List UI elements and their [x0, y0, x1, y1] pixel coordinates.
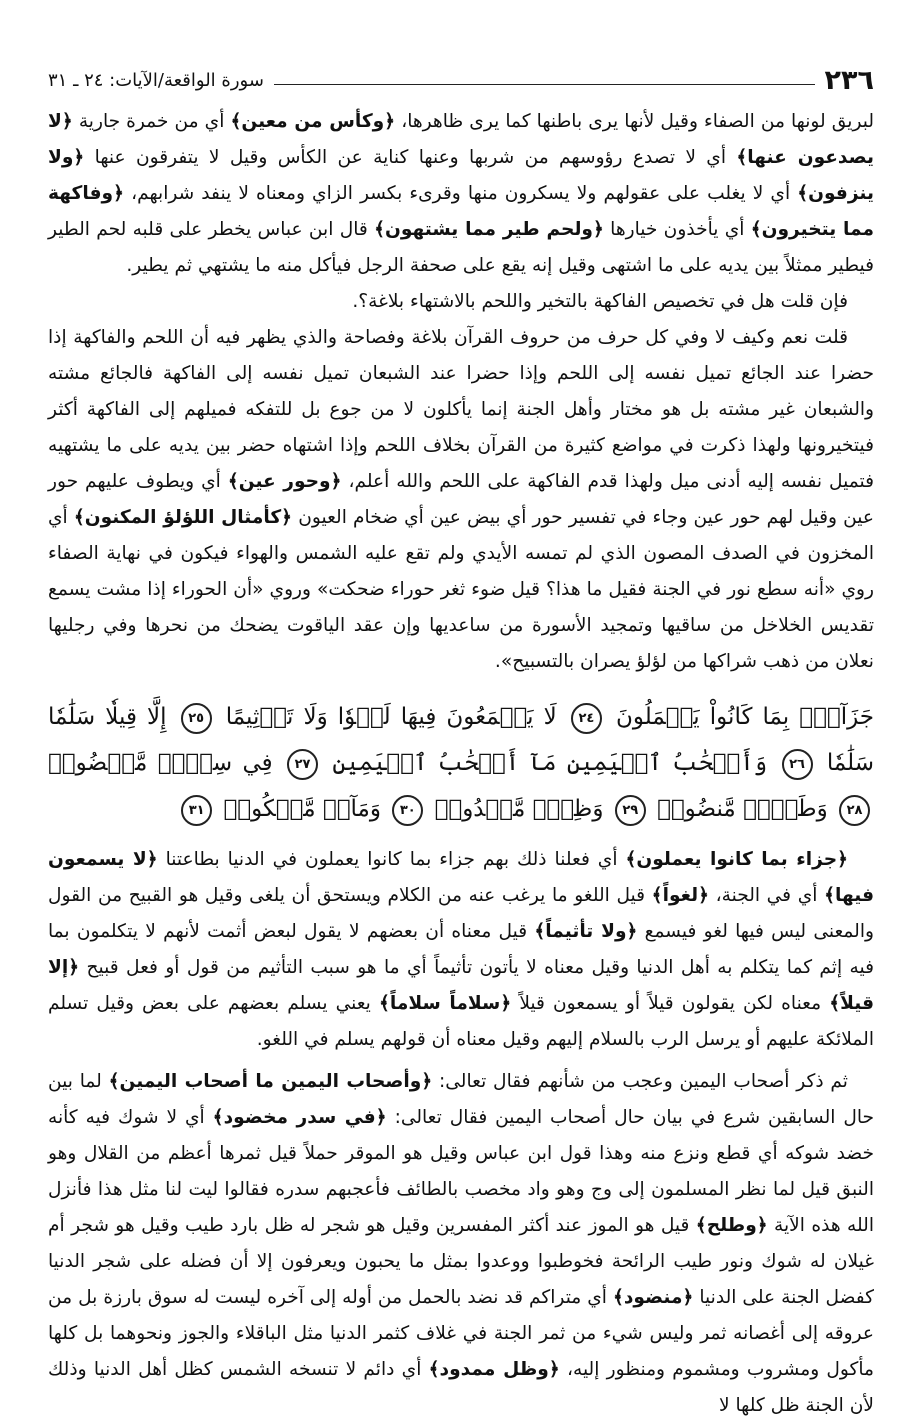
- quran-quote: ﴿لغواً﴾: [651, 885, 709, 906]
- quran-quote: ﴿لا يسمعون فيها﴾: [48, 849, 874, 906]
- verse-text: جَزَآءَۢ بِمَا كَانُواْ يَعۡمَلُونَ: [615, 704, 874, 730]
- quran-quote: ﴿وفاكهة مما يتخيرون﴾: [48, 183, 875, 240]
- commentary-text: لبريق لونها من الصفاء وقيل لأنها يرى باطنها كما يرى ظاهرها،: [395, 111, 874, 132]
- commentary-text: أي يأخذون خيارها: [603, 219, 751, 240]
- quran-quote: ﴿وكأس من معين﴾: [230, 111, 396, 132]
- commentary-text: قيل هو الموز عند أكثر المفسرين وقيل هو شجر له ظل بارد طيب وقيل هو شجر أم غيلان له شوك ونور طيب الرائحة فخوطبوا ووعدوا بمثل ما يحبون ويعرفون إلا أن فضله على شجر الدنيا كفضل الجنة على الدنيا: [48, 1215, 874, 1308]
- commentary-text: معناه لكن يقولون قيلاً أو يسمعون قيلاً: [511, 993, 830, 1014]
- verse-text: وَطَلۡحٖ مَّنضُودٖ: [657, 796, 828, 822]
- commentary-text: ثم ذكر أصحاب اليمين وعجب من شأنهم فقال تعالى:: [432, 1071, 848, 1092]
- verse-text: وَأَصۡحَٰبُ ٱلۡيَمِينِ مَآ أَصۡحَٰبُ ٱلۡيَمِينِ: [332, 750, 768, 776]
- commentary-text: أي في الجنة،: [708, 885, 825, 906]
- running-head: سورة الواقعة/الآيات: ٢٤ ـ ٣١: [48, 70, 264, 91]
- quran-quote: ﴿وظل ممدود﴾: [428, 1359, 560, 1380]
- commentary-text: أي لا تصدع رؤوسهم من شربها وعنها كناية عن الكأس وقيل لا يتفرقون عنها: [84, 147, 737, 168]
- ayah-number-marker: ٢٩: [615, 795, 646, 826]
- quran-quote: ﴿ولحم طير مما يشتهون﴾: [374, 219, 604, 240]
- quran-quote: ﴿منضود﴾: [612, 1287, 694, 1308]
- ayah-number-marker: ٣٠: [392, 795, 423, 826]
- verse-text: إِلَّا قِيلٗا سَلَٰمٗا سَلَٰمٗا: [48, 704, 875, 776]
- quran-quote: ﴿سلاماً سلاماً﴾: [378, 993, 512, 1014]
- ayah-number-marker: ٢٨: [839, 795, 870, 826]
- commentary-paragraph: [48, 104, 874, 284]
- quran-quote: ﴿ولا ينزفون﴾: [48, 147, 874, 204]
- quran-verses-block: [48, 694, 874, 832]
- quran-quote: ﴿كأمثال اللؤلؤ المكنون﴾: [73, 507, 293, 528]
- commentary-paragraph: [48, 842, 874, 1058]
- commentary-text: أي ويطوف عليهم حور عين وقيل لهم حور عين وجاء في تفسير حور أي بيض عين أي ضخام العيون: [48, 471, 874, 528]
- commentary-text: قال ابن عباس يخطر على قلبه لحم الطير فيطير ممثلاً بين يديه على ما اشتهى وقيل إنه يقع على صحفة الرجل فيأكل منه ما يشتهي ثم يطير.: [48, 219, 874, 276]
- page-number: ٢٣٦: [824, 65, 874, 96]
- commentary-text: أي متراكم قد نضد بالحمل من أوله إلى آخره ليست له سوق بارزة بل من عروقه إلى أغصانه ثمر وليس شيء من ثمر الجنة في غلاف كثمر الدنيا مثل الباقلاء والجوز ونحوهما بل كلها مأكول ومشروب ومشموم ومنظور إليه،: [48, 1287, 875, 1380]
- verse-text: وَظِلّٖ مَّمۡدُودٖ: [434, 796, 604, 822]
- verse-text: وَمَآءٖ مَّسۡكُوبٖ: [223, 796, 381, 822]
- ayah-number-marker: ٢٧: [287, 749, 318, 780]
- quran-quote: ﴿إلا قيلاً﴾: [48, 957, 874, 1014]
- commentary-text: قلت نعم وكيف لا وفي كل حرف من حروف القرآن بلاغة وفصاحة والذي يظهر فيه أن اللحم والفاكهة إذا حضرا عند الجائع تميل نفسه إلى اللحم وإذا حضرا عند الشبعان تميل نفسه إلى الفاكهة فالجائع مشته والشبعان غير مشته بل هو مختار وأهل الجنة إنما يأكلون لا من جوع بل للتفكه فميلهم إلى الفاكهة أكثر فيتخيرونها ولهذا ذكرت في مواضع كثيرة من القرآن بخلاف اللحم وإذا اشتهاه حضر بين يديه على ما يشتهيه فتميل نفسه إليه أدنى ميل ولهذا قدم الفاكهة على اللحم والله أعلم،: [48, 327, 874, 492]
- ayah-number-marker: ٢٤: [571, 703, 602, 734]
- header-rule: [274, 84, 815, 85]
- ayah-number-marker: ٣١: [181, 795, 212, 826]
- commentary-text: لما بين حال السابقين شرع في بيان حال أصحاب اليمين فقال تعالى:: [48, 1071, 875, 1128]
- commentary-text: فإن قلت هل في تخصيص الفاكهة بالتخير واللحم بالاشتهاء بلاغة؟.: [352, 291, 848, 312]
- page-header: [48, 52, 874, 96]
- commentary-text: قيل اللغو ما يرغب عنه من الكلام ويستحق أن يلغى وقيل هو القبيح من القول والمعنى ليس فيها لغو فيسمع: [48, 885, 874, 942]
- quran-quote: ﴿وأصحاب اليمين ما أصحاب اليمين﴾: [108, 1071, 433, 1092]
- commentary-text: أي من خمرة جارية: [72, 111, 231, 132]
- quran-quote: ﴿ولا تأثيماً﴾: [534, 921, 638, 942]
- verse-text: لَا يَسۡمَعُونَ فِيهَا لَغۡوٗا وَلَا تَأۡثِيمًا: [225, 704, 557, 730]
- commentary-text: أي فعلنا ذلك بهم جزاء بما كانوا يعملون في الدنيا بطاعتنا: [157, 849, 626, 870]
- verse-text: فِي سِدۡرٖ مَّخۡضُودٖ: [48, 750, 273, 776]
- ayah-number-marker: ٢٦: [782, 749, 813, 780]
- quran-quote: ﴿جزاء بما كانوا يعملون﴾: [625, 849, 848, 870]
- commentary-text: يعني يسلم بعضهم على بعض وقيل تسلم الملائكة عليهم أو يرسل الرب بالسلام إليهم وقيل معناه أن قولهم يسلم في اللغو.: [48, 993, 874, 1050]
- answer-paragraph: [48, 320, 874, 680]
- commentary-text: أي لا يغلب على عقولهم ولا يسكرون منها وقرىء بكسر الزاي ومعناه لا ينفد شرابهم،: [123, 183, 798, 204]
- quran-quote: ﴿وحور عين﴾: [227, 471, 342, 492]
- commentary-paragraph: [48, 1064, 874, 1424]
- quran-quote: ﴿لا يصدعون عنها﴾: [48, 111, 874, 168]
- commentary-text: قيل معناه أن بعضهم لا يقول لبعض أثمت لأنهم لا يتكلمون بما فيه إثم كما يتكلم به أهل الدنيا وقيل معناه لا يأتون تأثيماً أي ما هو سبب التأثيم من قول أو فعل قبيح: [48, 921, 874, 978]
- ayah-number-marker: ٢٥: [181, 703, 212, 734]
- commentary-text: أي المخزون في الصدف المصون الذي لم تمسه الأيدي ولم تقع عليه الشمس والهواء فيكون في نهاية الصفاء روي «أنه سطع نور في الجنة فقيل ما هذا؟ قيل ضوء ثغر حوراء ضحكت» وروي «أن الحوراء إذا مشت يسمع تقديس الخلاخل من ساقيها وتمجيد الأسورة من ساعديها وإن عقد الياقوت يضحك من نحرها وفي رجليها نعلان من ذهب شراكها من لؤلؤ يصران بالتسبيح».: [48, 507, 874, 672]
- question-paragraph: [48, 284, 874, 320]
- quran-quote: ﴿وطلح﴾: [695, 1215, 768, 1236]
- commentary-text: أي لا شوك فيه كأنه خضد شوكه أي قطع ونزع منه وهذا قول ابن عباس وقيل هو الموقر حملاً قيل ثمرها أعظم من القلال وهو النبق قيل لما نظر المسلمون إلى وج وهو واد مخصب بالطائف فأعجبهم سدره فقالوا ليت لنا مثل هذا فأنزل الله هذه الآية: [48, 1107, 874, 1236]
- quran-quote: ﴿في سدر مخضود﴾: [212, 1107, 387, 1128]
- commentary-text: أي دائم لا تنسخه الشمس كظل أهل الدنيا وذلك لأن الجنة ظل كلها لا: [48, 1359, 874, 1416]
